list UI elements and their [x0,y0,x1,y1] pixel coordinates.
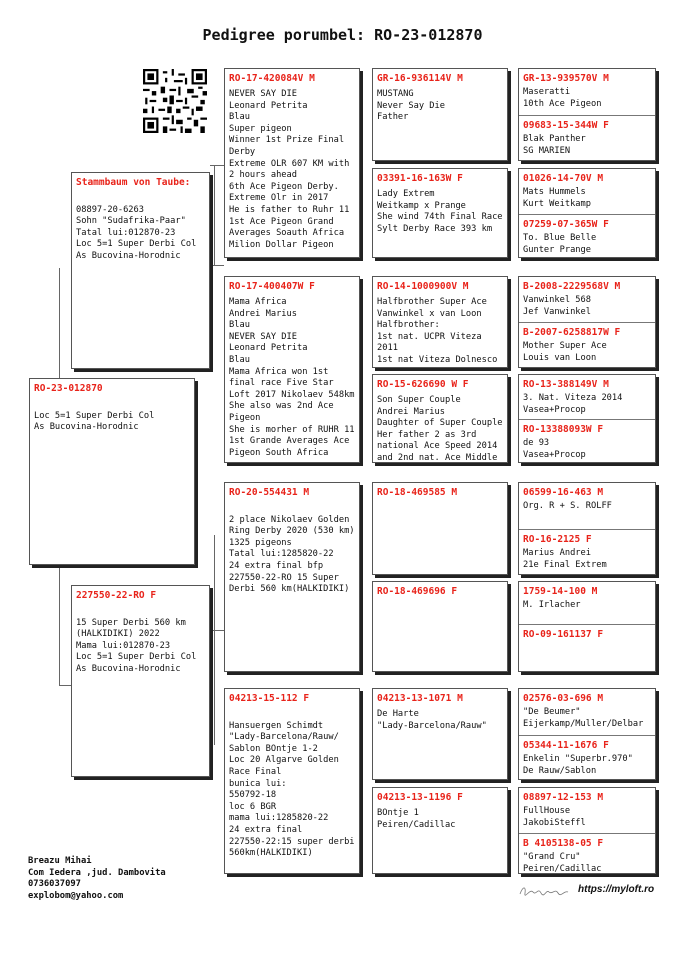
ring-number: 04213-13-1071 M [377,693,463,704]
note-line: He is father to Ruhr 11 [229,204,350,215]
pigeon-notes [373,295,507,367]
note-line: final race Five Star [229,378,334,389]
note-line: Sohn "Sudafrika-Paar" [76,216,186,227]
note-line: Loc 5=1 Super Derbi Col [34,410,155,421]
pigeon-entry [519,169,655,214]
ring-number: RO-17-400407W F [229,281,315,292]
pigeon-notes [225,87,359,251]
note-line [225,503,359,515]
ring-number: RO-14-1000900V M [377,281,469,292]
note-line: Race Final [229,766,282,777]
note-line: Hansuergen Schimdt [229,720,324,731]
ring-number: 04213-15-112 F [229,693,310,704]
ring-number: GR-16-936114V M [377,73,463,84]
note-line: NEVER SAY DIE [229,89,297,99]
note-line: Vanwinkel 568 [523,295,591,305]
note-line: JakobiSteffl [523,817,586,828]
breeder-email: explobom@yahoo.com [28,890,124,901]
ring-number: RO-18-469696 F [377,586,458,597]
note-line: 1st Grande Averages Ace [229,436,350,447]
pigeon-notes [72,191,209,263]
note-line: Halfbrother: [377,320,440,331]
note-line: 10th Ace Pigeon [523,98,602,109]
note-line: 6th Ace Pigeon Derby. [229,181,339,192]
note-line: Blau [229,354,250,365]
pigeon-card-pair-1 [518,68,656,161]
note-line: SG MARIEN [523,145,571,156]
pigeon-notes [373,87,507,124]
ring-number: RO-23-012870 [34,383,103,394]
note-line: Weitkamp x Prange [377,200,466,211]
pigeon-card-pair-8 [518,787,656,874]
note-line: "Lady-Barcelona/Rauw/ [229,732,339,743]
note-line: and 2nd nat. Ace Middle [377,452,498,463]
note-line: Sablon BOntje 1-2 [229,743,318,754]
connector-line [59,685,71,686]
pigeon-notes [72,604,209,676]
pigeon-entry [519,582,655,624]
note-line: Loc 20 Algarve Golden [229,755,339,766]
pigeon-card-granddam-maternal [224,688,360,874]
note-line: She is morher of RUHR 11 [229,424,355,435]
note-line: 24 extra final bfp [229,560,324,571]
note-line: BOntje 1 [377,808,419,818]
note-line: de 93 [523,438,550,448]
note-line: 227550-22-RO 15 Super [229,572,339,583]
ring-number: RO-16-2125 F [523,534,592,545]
pigeon-entry [519,277,655,322]
note-line: Vasea+Procop [523,404,586,415]
note-line: Mama Africa [229,297,287,307]
note-line: national Ace Speed 2014 [377,441,498,452]
note-line: Averages Soauth Africa [229,228,345,239]
ring-number: 04213-13-1196 F [377,792,463,803]
note-line: 24 extra final [229,824,303,835]
connector-line [210,265,224,266]
note-line: Blau [229,320,250,331]
pigeon-card-gg1 [372,68,508,161]
note-line [72,606,209,618]
breeder-address: Com Iedera ,jud. Dambovita [28,867,166,878]
note-line: Vanwinkel x van Loon [377,308,482,319]
ring-number: 06599-16-463 M [523,487,604,498]
ring-number: B 4105138-05 F [523,838,604,849]
ring-number: 07259-07-365W F [523,219,609,230]
note-line: Daughter of Super Couple [377,418,503,429]
pigeon-card-pair-2 [518,168,656,258]
pigeon-entry [519,689,655,735]
note-line: "Grand Cru" [523,852,581,862]
note-line: 560km(HALKIDIKI) [229,848,313,859]
pigeon-card-subject [29,378,195,565]
connector-line [214,165,215,265]
pigeon-entry [519,833,655,874]
pigeon-notes [225,501,359,596]
qr-code-icon [143,69,207,133]
pigeon-notes [373,707,507,732]
note-line [72,193,209,205]
pigeon-card-pair-7 [518,688,656,780]
pigeon-card-pair-3 [518,276,656,368]
note-line: 21e Final Extrem [523,559,607,570]
note-line: De Harte [377,709,419,719]
note-line: Org. R + S. ROLFF [523,501,612,511]
ring-number: 05344-11-1676 F [523,740,609,751]
note-line: M. Irlacher [523,600,581,610]
note-line: Peiren/Cadillac [523,863,602,874]
note-line: Pigeon South Africa [229,447,329,458]
note-line: Loft 2017 Nikolaev 548km [229,389,355,400]
note-line: Sylt Derby Race 393 km [377,223,493,234]
pigeon-card-gg8 [372,787,508,874]
note-line: As Bucovina-Horodnic [34,422,139,433]
note-line: Tatal lui:1285820-22 [229,549,334,560]
pigeon-notes [373,187,507,235]
note-line: Andrei Marius [229,308,297,319]
pigeon-entry [519,624,655,672]
pigeon-entry [519,69,655,115]
pigeon-notes [225,295,359,459]
pigeon-notes [225,707,359,860]
pigeon-notes [373,393,507,463]
pigeon-card-pair-5 [518,482,656,575]
breeder-contact [28,856,166,902]
note-line: Enkelin "Superbr.970" [523,754,633,764]
note-line: To. Blue Belle [523,233,597,243]
note-line: mama lui:1285820-22 [229,813,329,824]
pigeon-notes [373,806,507,831]
page-title: Pedigree porumbel: RO-23-012870 [202,26,483,44]
note-line: Gunter Prange [523,244,591,255]
pigeon-entry [519,419,655,463]
note-line: Son Super Couple [377,395,461,405]
note-line: Her father 2 as 3rd [377,429,477,440]
note-line: Leonard Petrita [229,343,308,354]
note-line: Extreme OLR 607 KM with [229,158,350,169]
note-line: Blau [229,112,250,123]
pigeon-entry [519,115,655,161]
note-line: Loc 5=1 Super Derbi Col [76,652,197,663]
ring-number: Stammbaum von Taube: [76,177,191,188]
note-line: Andrei Marius [377,406,445,417]
note-line: Winner 1st Prize Final [229,135,345,146]
ring-number: RO-20-554431 M [229,487,310,498]
note-line: Leonard Petrita [229,100,308,111]
note-line: Halfbrother Super Ace [377,297,487,307]
note-line: (HALKIDIKI) 2022 [76,629,160,640]
note-line: As Bucovina-Horodnic [76,663,181,674]
note-line: Mother Super Ace [523,341,607,351]
note-line: NEVER SAY DIE [229,331,297,342]
pigeon-entry [519,788,655,833]
connector-line [210,165,224,166]
ring-number: RO-15-626690 W F [377,379,469,390]
note-line: 3. Nat. Viteza 2014 [523,393,623,403]
note-line: Peiren/Cadillac [377,819,456,830]
pigeon-card-granddam-paternal [224,276,360,463]
note-line: 2 hours ahead [229,170,297,181]
note-line: Mama lui:012870-23 [76,640,171,651]
note-line: Louis van Loon [523,352,597,363]
note-line: 2 place Nikolaev Golden [229,514,350,525]
website-link[interactable]: https://myloft.ro [578,884,655,895]
pigeon-card-pair-4 [518,374,656,463]
note-line: She also was 2nd Ace [229,401,334,412]
note-line: loc 6 BGR [229,801,277,812]
pigeon-card-gg6 [372,581,508,672]
ring-number: 1759-14-100 M [523,586,598,597]
note-line: Tatal lui:012870-23 [76,227,176,238]
pigeon-card-gg2 [372,168,508,258]
ring-number: 08897-12-153 M [523,792,604,803]
connector-line [214,535,215,745]
note-line: Vasea+Procop [523,449,586,460]
note-line: Loc 5=1 Super Derbi Col [76,239,197,250]
note-line: 2011 [377,343,398,354]
note-line: Mats Hummels [523,187,586,197]
ring-number: 02576-03-696 M [523,693,604,704]
ring-number: RO-18-469585 M [377,487,458,498]
note-line: De Rauw/Sablon [523,765,597,776]
breeder-name: Breazu Mihai [28,856,92,866]
note-line: 08897-20-6263 [76,204,144,215]
note-line: MUSTANG [377,89,414,99]
ring-number: RO-09-161137 F [523,629,604,640]
ring-number: 03391-16-163W F [377,173,463,184]
pigeon-card-gg3 [372,276,508,368]
ring-number: RO-13388093W F [523,424,604,435]
note-line: Eijerkamp/Muller/Delbar [523,718,644,729]
note-line: FullHouse [523,806,571,816]
ring-number: RO-13-388149V M [523,379,609,390]
ring-number: 01026-14-70V M [523,173,604,184]
ring-number: RO-17-420084V M [229,73,315,84]
note-line: Maseratti [523,87,571,97]
note-line: Father [377,112,409,123]
pigeon-card-gg7 [372,688,508,780]
ring-number: B-2008-2229568V M [523,281,621,292]
pigeon-card-sire [71,172,210,369]
note-line: 227550-22:15 super derbi [229,836,355,847]
note-line: Super pigeon [229,123,292,134]
note-line: "Lady-Barcelona/Rauw" [377,720,487,731]
note-line: Marius Andrei [523,548,591,558]
pigeon-entry [519,483,655,529]
note-line: Never Say Die [377,100,445,111]
note-line: 1st nat. UCPR Viteza [377,331,482,342]
note-line: Derby [229,146,256,157]
note-line: 550792-18 [229,790,277,801]
pigeon-notes [30,397,194,434]
connector-line [59,565,60,685]
note-line [30,399,194,411]
breeder-phone: 0736037097 [28,879,81,890]
note-line: Lady Extrem [377,189,435,199]
pigeon-card-pair-6 [518,581,656,672]
pigeon-card-gg4 [372,374,508,463]
note-line: 15 Super Derbi 560 km [76,617,186,628]
pigeon-card-grandsire-maternal [224,482,360,672]
pigeon-card-dam [71,585,210,777]
note-line: As Bucovina-Horodnic [76,250,181,261]
note-line: "De Beumer" [523,707,581,717]
note-line: 1st Ace Pigeon Grand [229,216,334,227]
note-line: Ring Derby 2020 (530 km) [229,526,355,537]
signature-icon [518,884,570,898]
pigeon-card-gg5 [372,482,508,575]
ring-number: GR-13-939570V M [523,73,609,84]
pigeon-entry [519,214,655,258]
note-line: Kurt Weitkamp [523,198,591,209]
note-line: 1325 pigeons [229,537,292,548]
note-line: Pigeon [229,412,261,423]
pigeon-entry [519,529,655,575]
pigeon-entry [519,735,655,780]
note-line: Mama Africa won 1st [229,366,329,377]
ring-number: 09683-15-344W F [523,120,609,131]
note-line: She wind 74th Final Race [377,212,503,223]
pigeon-card-grandsire-paternal [224,68,360,258]
ring-number: B-2007-6258817W F [523,327,621,338]
note-line: bunica lui: [229,778,287,789]
connector-line [59,268,60,378]
note-line: Blak Panther [523,134,586,144]
note-line: 1st nat Viteza Dolnesco [377,354,498,365]
note-line: Extreme Olr in 2017 [229,193,329,204]
note-line: Milion Dollar Pigeon [229,239,334,250]
ring-number: 227550-22-RO F [76,590,157,601]
pigeon-entry [519,322,655,368]
connector-line [210,630,224,631]
note-line [225,709,359,721]
note-line: Jef Vanwinkel [523,306,591,317]
pigeon-entry [519,375,655,419]
note-line: Derbi 560 km(HALKIDIKI) [229,584,350,595]
